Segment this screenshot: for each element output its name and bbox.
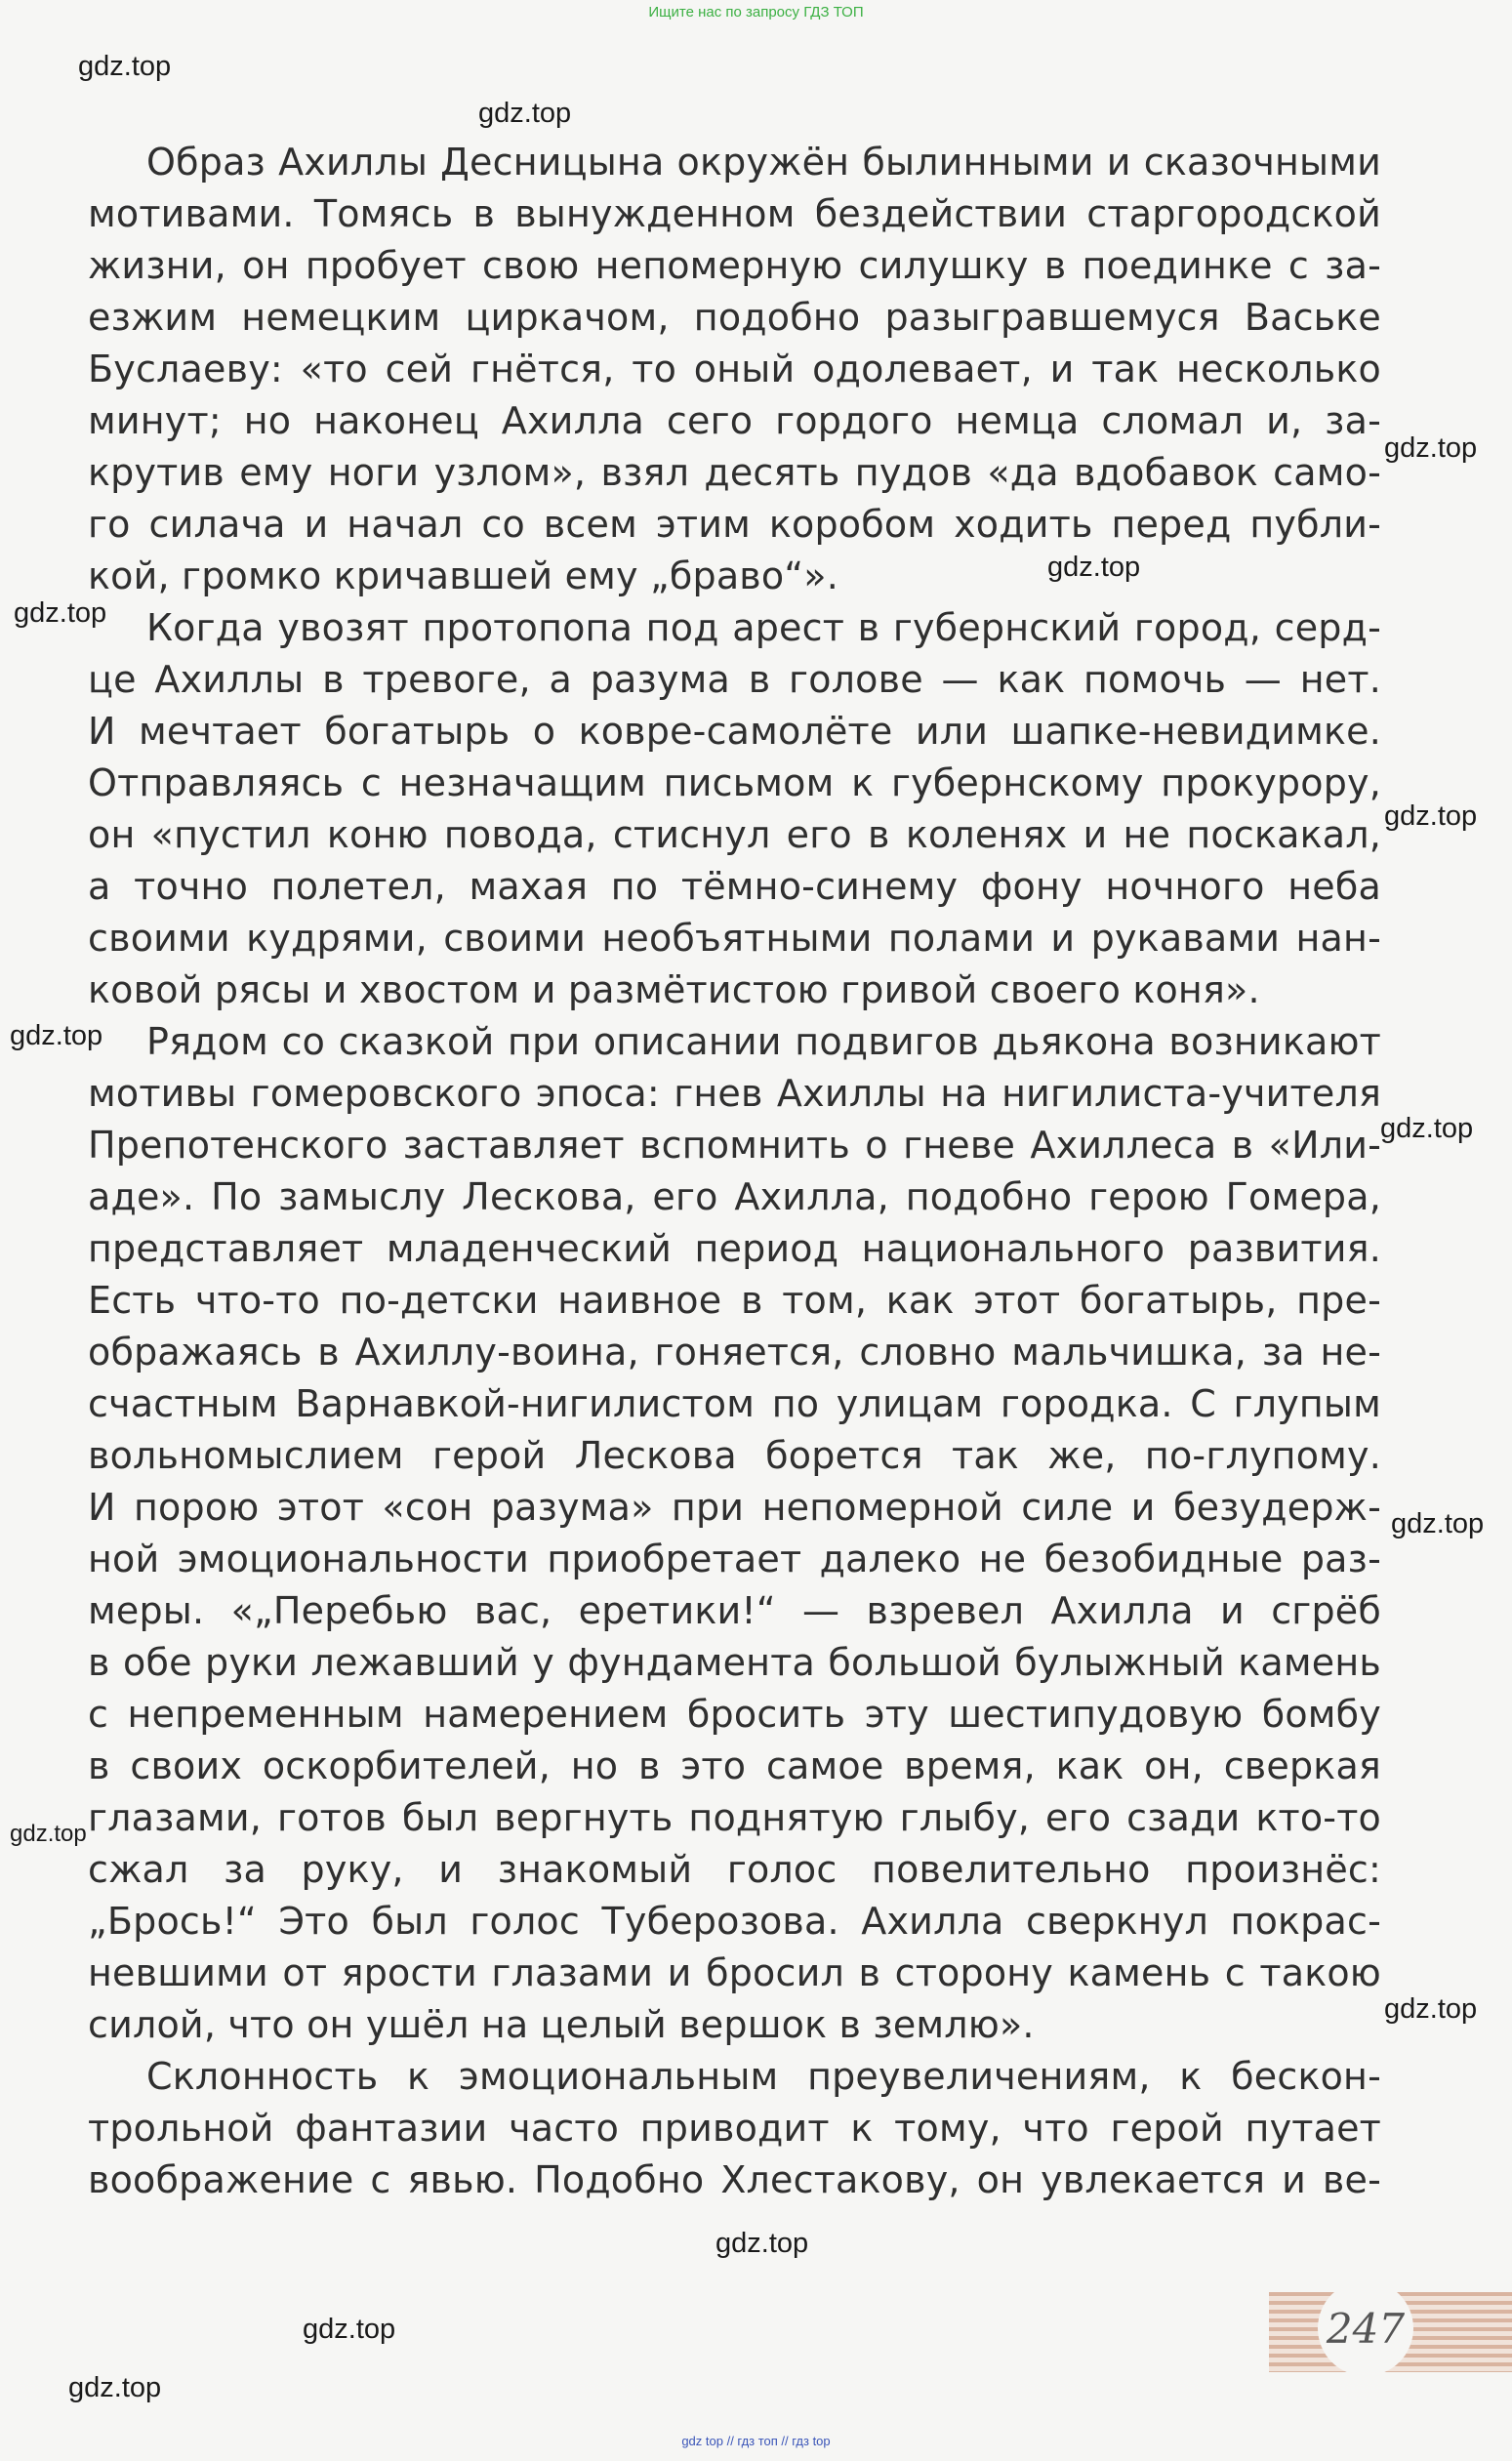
watermark: gdz.top [303,2314,396,2345]
text-line: И порою этот «сон разума» при непомерной силе и безудерж- [88,1486,1381,1529]
text-line: трольной фантазии часто приводит к тому, что герой путает [88,2107,1381,2150]
page-number: 247 [1318,2280,1413,2376]
text-line: крутив ему ноги узлом», взял десять пудов «да вдобавок само- [88,451,1381,494]
text-line: Склонность к эмоциональным преувеличениям, к бескон- [146,2055,1381,2098]
text-line: счастным Варнавкой-нигилистом по улицам городка. С глупым [88,1382,1381,1425]
text-line: ной эмоциональности приобретает далеко не безобидные раз- [88,1538,1381,1580]
watermark: gdz.top [478,98,572,129]
text-line: мотивы гомеровского эпоса: гнев Ахиллы на нигилиста-учителя [88,1072,1381,1115]
paragraph-1 [88,137,1381,602]
text-line: Образ Ахиллы Десницына окружён былинными и сказочными [146,141,1381,184]
watermark: gdz.top [715,2228,809,2259]
text-line: сжал за руку, и знакомый голос повелительно произнёс: [88,1848,1381,1891]
top-note: Ищите нас по запросу ГДЗ ТОП [648,4,864,21]
text-line: в своих оскорбителей, но в это самое время, как он, сверкая [88,1744,1381,1787]
text-line: жизни, он пробует свою непомерную силушку в поединке с за- [88,244,1381,287]
text-line: Рядом со сказкой при описании подвигов дьякона возникают [146,1020,1381,1063]
text-line: воображение с явью. Подобно Хлестакову, он увлекается и ве- [88,2158,1381,2201]
text-line: ковой рясы и хвостом и размётистою гривой своего коня». [88,968,1260,1011]
watermark: gdz.top [10,1020,103,1051]
bottom-note: gdz top // гдз топ // гдз top [681,2434,831,2448]
text-line: ображаясь в Ахиллу-воина, гоняется, словно мальчишка, за не- [88,1331,1381,1374]
text-line: меры. «„Перебью вас, еретики!“ — взревел Ахилла и сгрёб [88,1589,1381,1632]
text-line: Когда увозят протопопа под арест в губернский город, серд- [146,606,1381,649]
text-line: И мечтает богатырь о ковре-самолёте или шапке-невидимке. [88,710,1381,753]
text-line: глазами, готов был вергнуть поднятую глыбу, его сзади кто-то [88,1796,1381,1839]
watermark: gdz.top [1384,432,1478,464]
text-line: силой, что он ушёл на целый вершок в землю». [88,2003,1035,2046]
text-line: це Ахиллы в тревоге, а разума в голове — как помочь — нет. [88,658,1381,701]
text-line: мотивами. Томясь в вынужденном бездействии старгородской [88,192,1381,235]
text-line: го силача и начал со всем этим коробом ходить перед публи- [88,503,1381,546]
watermark: gdz.top [68,2372,162,2403]
text-line: вольномыслием герой Лескова борется так же, по-глупому. [88,1434,1381,1477]
text-line: с непременным намерением бросить эту шестипудовую бомбу [88,1693,1381,1736]
watermark: gdz.top [1384,800,1478,832]
text-line: своими кудрями, своими необъятными полами и рукавами нан- [88,917,1381,960]
watermark: gdz.top [10,1821,87,1847]
text-line: невшими от ярости глазами и бросил в сторону камень с такою [88,1951,1381,1994]
paragraph-2 [88,602,1381,1016]
text-line: в обе руки лежавший у фундамента большой булыжный камень [88,1641,1381,1684]
text-line: представляет младенческий период национального развития. [88,1227,1381,1270]
text-line: кой, громко кричавшей ему „браво“». [88,554,838,597]
text-line: Отправляясь с незначащим письмом к губернскому прокурору, [88,761,1381,804]
text-line: а точно полетел, махая по тёмно-синему фону ночного неба [88,865,1381,908]
body-text [88,137,1381,2206]
watermark: gdz.top [1047,552,1141,583]
text-line: он «пустил коню повода, стиснул его в коленях и не поскакал, [88,813,1381,856]
text-line: Препотенского заставляет вспомнить о гневе Ахиллеса в «Или- [88,1124,1381,1167]
watermark: gdz.top [78,51,172,82]
watermark: gdz.top [1384,1993,1478,2025]
text-line: аде». По замыслу Лескова, его Ахилла, подобно герою Гомера, [88,1175,1381,1218]
text-line: езжим немецким циркачом, подобно разыгравшемуся Ваське [88,296,1381,339]
paragraph-3 [88,1016,1381,2051]
text-line: Буслаеву: «то сей гнётся, то оный одолевает, и так несколько [88,348,1381,390]
watermark: gdz.top [1380,1113,1474,1144]
text-line: Есть что-то по-детски наивное в том, как этот богатырь, пре- [88,1279,1381,1322]
watermark: gdz.top [14,597,107,629]
text-line: минут; но наконец Ахилла сего гордого немца сломал и, за- [88,399,1381,442]
watermark: gdz.top [1391,1508,1485,1539]
text-line: „Брось!“ Это был голос Туберозова. Ахилла сверкнул покрас- [88,1900,1381,1943]
paragraph-4 [88,2051,1381,2206]
